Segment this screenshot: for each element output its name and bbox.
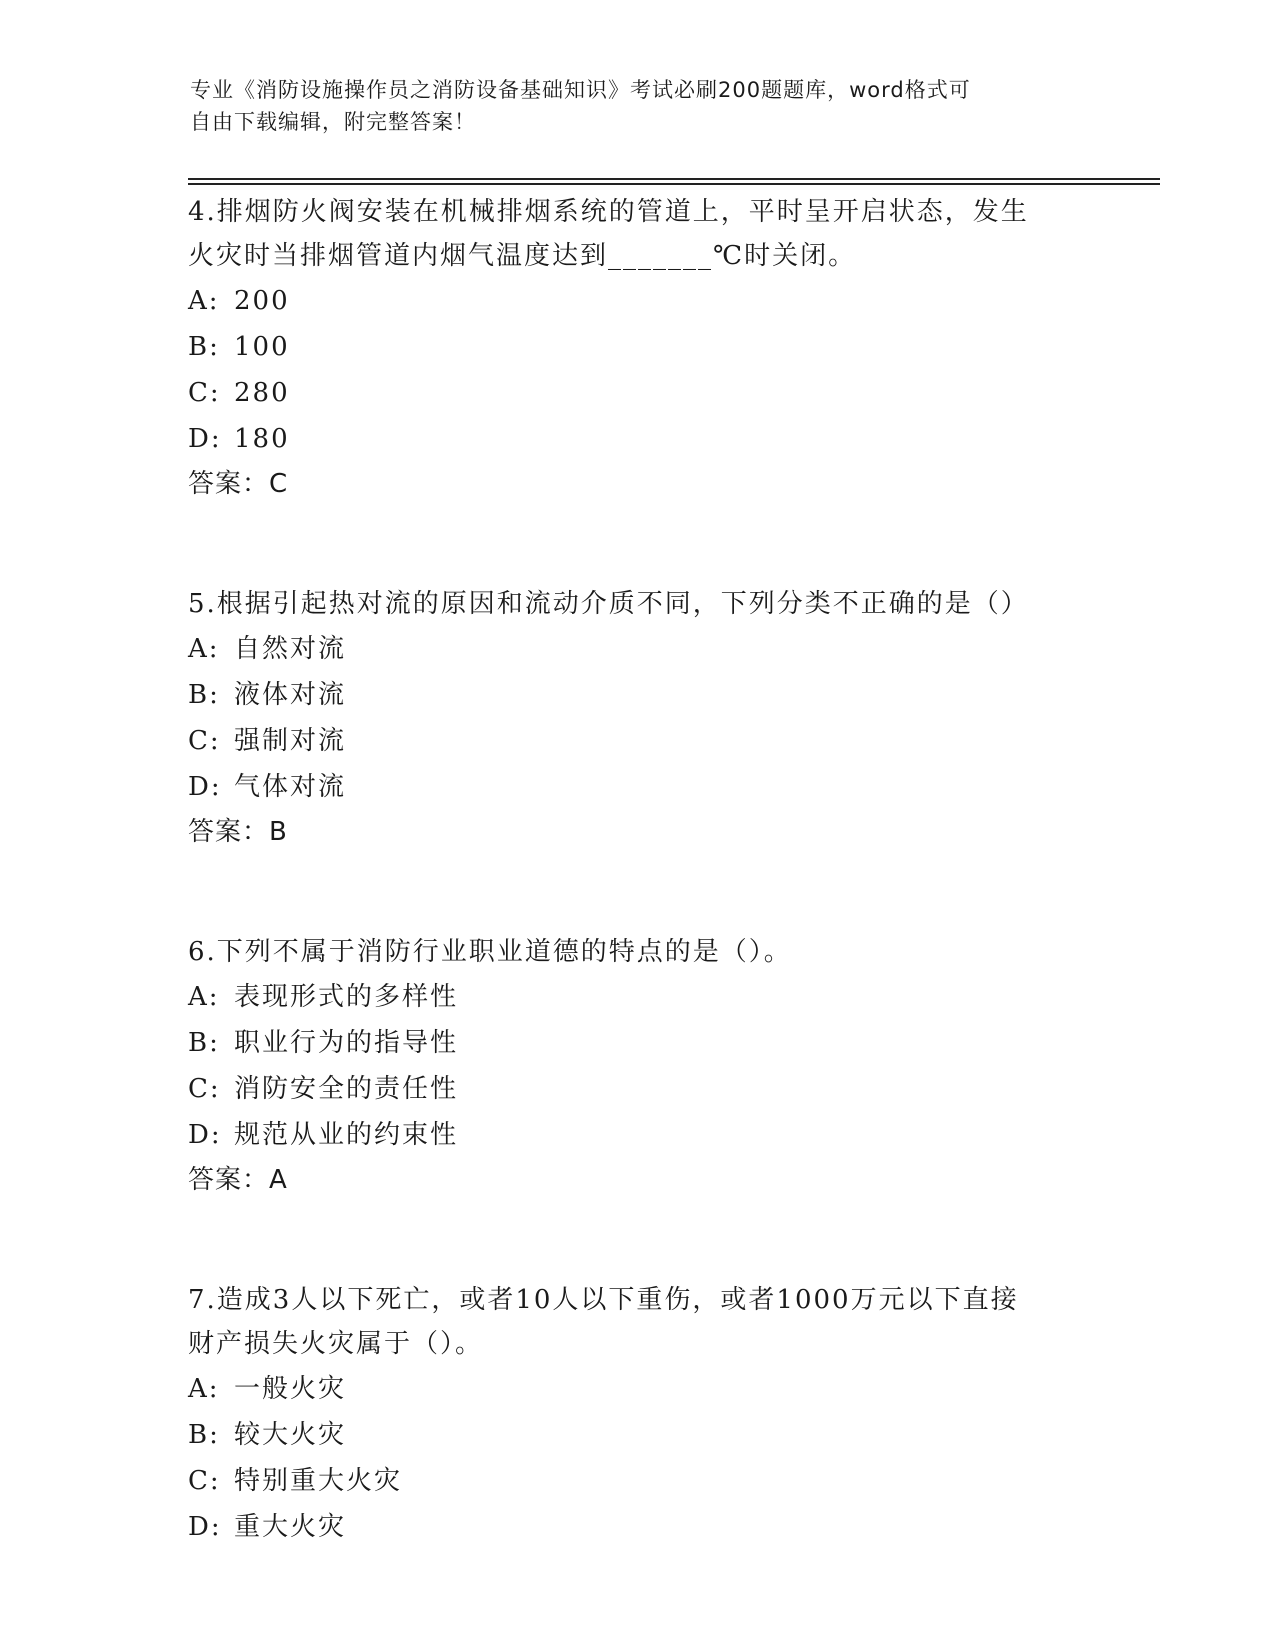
question-stem-line: 火灾时当排烟管道内烟气温度达到_______℃时关闭。 — [188, 241, 857, 271]
document-header — [190, 74, 1090, 138]
option-a — [188, 626, 1088, 672]
answer-line: 答案：C — [188, 469, 289, 499]
option-text: 重大火灾 — [234, 1512, 347, 1542]
option-text: 特别重大火灾 — [234, 1466, 403, 1496]
option-letter: A: — [188, 286, 220, 316]
option-letter: C: — [188, 1466, 221, 1496]
question-spacer — [188, 506, 1088, 582]
question-item — [188, 930, 1088, 1202]
question-stem — [188, 190, 1088, 278]
question-item — [188, 190, 1088, 506]
question-list — [188, 190, 1088, 1550]
option-letter: A: — [188, 634, 220, 664]
header-divider-bottom — [188, 183, 1160, 185]
option-c — [188, 1066, 1088, 1112]
option-letter: B: — [188, 1028, 220, 1058]
option-text: 较大火灾 — [234, 1420, 347, 1450]
option-text: 100 — [234, 332, 290, 362]
option-d — [188, 416, 1088, 462]
answer-line: 答案：A — [188, 1165, 288, 1195]
option-d — [188, 764, 1088, 810]
option-c — [188, 1458, 1088, 1504]
option-a — [188, 278, 1088, 324]
option-b — [188, 672, 1088, 718]
option-text: 180 — [234, 424, 290, 454]
option-text: 气体对流 — [234, 772, 347, 802]
header-title-line-1: 专业《消防设施操作员之消防设备基础知识》考试必刷200题题库，word格式可 — [190, 78, 971, 102]
question-item — [188, 582, 1088, 854]
option-c — [188, 718, 1088, 764]
header-title-line-2: 自由下载编辑，附完整答案！ — [190, 110, 476, 134]
question-stem — [188, 930, 1088, 974]
option-b — [188, 1412, 1088, 1458]
option-text: 一般火灾 — [234, 1374, 347, 1404]
option-letter: C: — [188, 378, 221, 408]
option-text: 强制对流 — [234, 726, 347, 756]
question-stem-line: 5.根据引起热对流的原因和流动介质不同，下列分类不正确的是（） — [188, 589, 1029, 619]
question-item — [188, 1278, 1088, 1550]
option-letter: B: — [188, 680, 220, 710]
option-letter: B: — [188, 332, 220, 362]
option-letter: D: — [188, 772, 222, 802]
option-text: 200 — [234, 286, 290, 316]
answer-line: 答案：B — [188, 817, 288, 847]
option-letter: C: — [188, 1074, 221, 1104]
question-stem-line: 4.排烟防火阀安装在机械排烟系统的管道上，平时呈开启状态，发生 — [188, 197, 1029, 227]
question-spacer — [188, 854, 1088, 930]
question-stem-line: 7.造成3人以下死亡，或者10人以下重伤，或者1000万元以下直接 — [188, 1285, 1019, 1315]
option-letter: A: — [188, 982, 220, 1012]
question-spacer — [188, 1202, 1088, 1278]
option-letter: C: — [188, 726, 221, 756]
question-stem — [188, 1278, 1088, 1366]
question-stem-line: 财产损失火灾属于（）。 — [188, 1329, 484, 1359]
option-a — [188, 974, 1088, 1020]
option-text: 消防安全的责任性 — [234, 1074, 459, 1104]
option-a — [188, 1366, 1088, 1412]
question-stem-line: 6.下列不属于消防行业职业道德的特点的是（）。 — [188, 937, 792, 967]
question-stem — [188, 582, 1088, 626]
option-text: 自然对流 — [234, 634, 347, 664]
option-letter: A: — [188, 1374, 220, 1404]
option-text: 280 — [234, 378, 290, 408]
option-text: 表现形式的多样性 — [234, 982, 459, 1012]
option-letter: D: — [188, 1120, 222, 1150]
option-b — [188, 324, 1088, 370]
option-text: 规范从业的约束性 — [234, 1120, 459, 1150]
option-b — [188, 1020, 1088, 1066]
option-letter: B: — [188, 1420, 220, 1450]
option-letter: D: — [188, 424, 222, 454]
option-d — [188, 1112, 1088, 1158]
option-text: 职业行为的指导性 — [234, 1028, 459, 1058]
option-c — [188, 370, 1088, 416]
option-letter: D: — [188, 1512, 222, 1542]
header-divider-top — [188, 178, 1160, 180]
option-d — [188, 1504, 1088, 1550]
option-text: 液体对流 — [234, 680, 347, 710]
